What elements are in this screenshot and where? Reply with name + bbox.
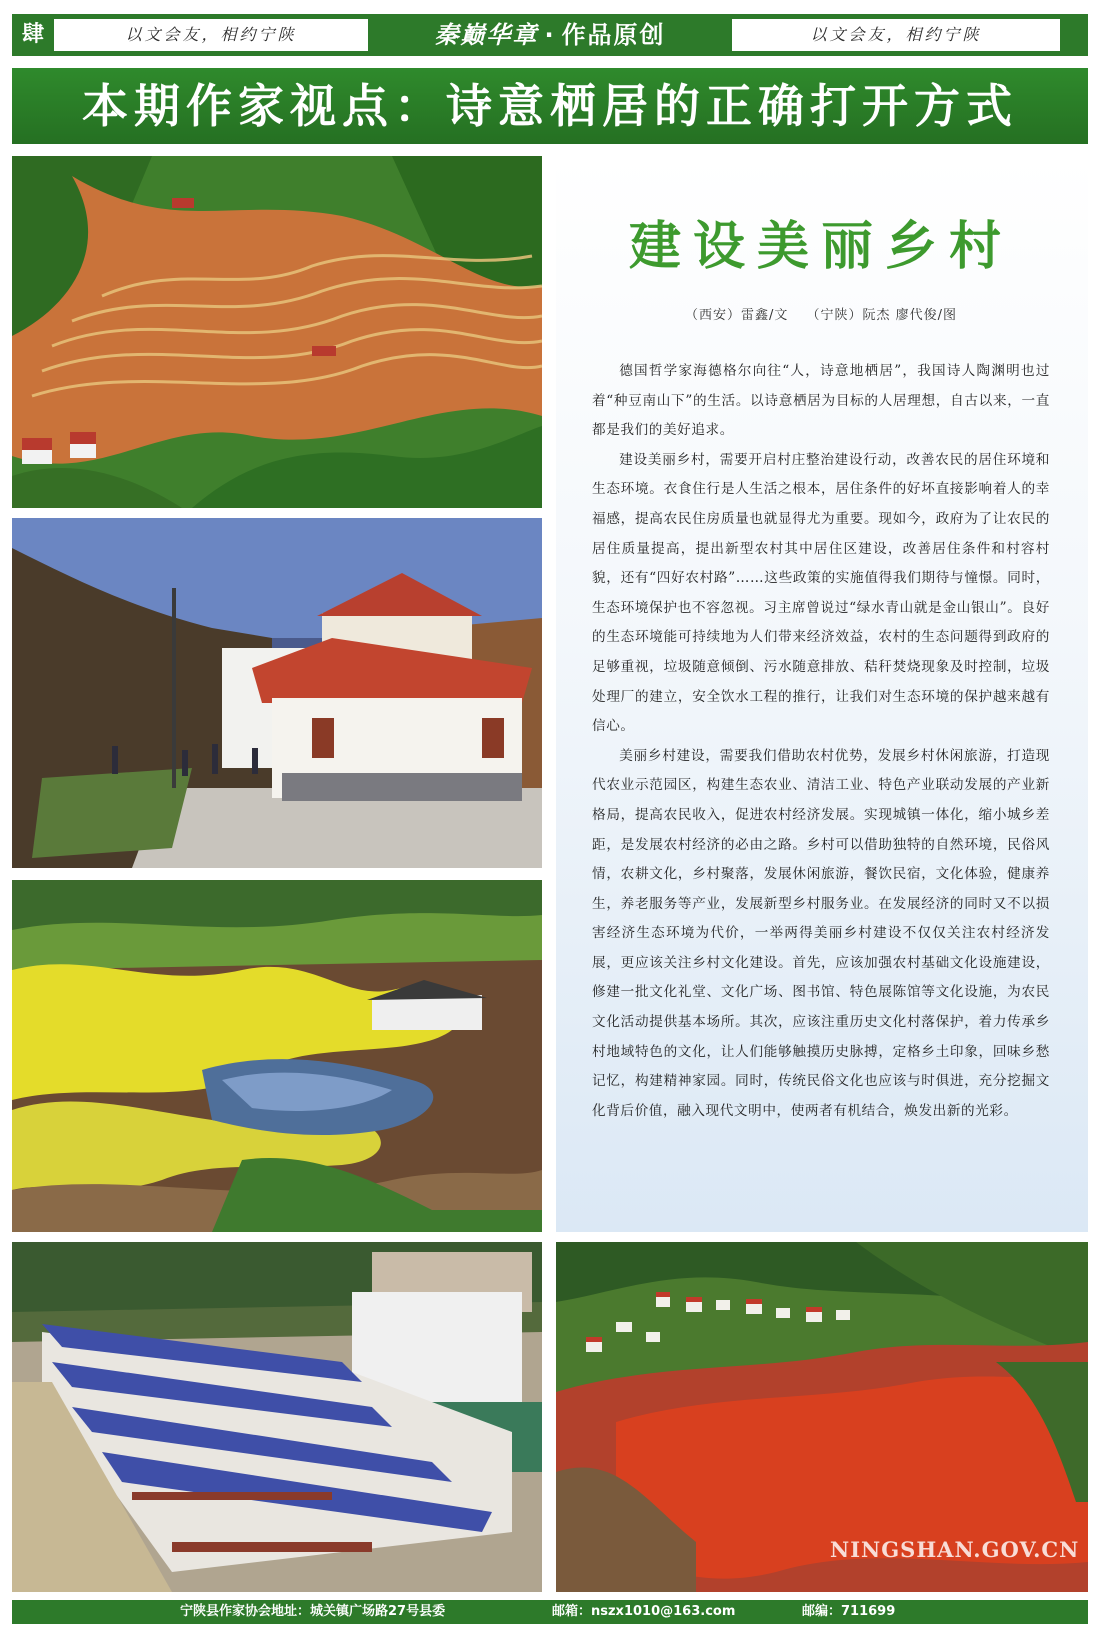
terraced-fields-photo xyxy=(12,156,542,508)
housing-complex-photo xyxy=(12,1242,542,1592)
page-headline: 本期作家视点：诗意栖居的正确打开方式 xyxy=(12,68,1088,144)
footer-zipcode: 邮编：711699 xyxy=(802,1604,896,1619)
farmhouse-photo xyxy=(12,518,542,868)
rapeseed-fields-photo xyxy=(12,880,542,1232)
article-title: 建设美丽乡村 xyxy=(628,217,1013,277)
article-paragraph: 德国哲学家海德格尔向往“人，诗意地栖居”，我国诗人陶渊明也过着“种豆南山下”的生活。以诗意栖居为目标的人居理想，自古以来，一直都是我们的美好追求。 xyxy=(592,363,1050,439)
footer-address: 宁陕县作家协会地址：城关镇广场路27号县委 xyxy=(180,1604,446,1619)
page-number: 肆 xyxy=(21,22,44,47)
byline-photographer: （宁陕）阮杰 廖代俊/图 xyxy=(806,308,957,323)
article-panel xyxy=(556,156,1088,1232)
site-watermark: NINGSHAN.GOV.CN xyxy=(830,1537,1080,1562)
motto-left: 以文会友，相约宁陕 xyxy=(54,19,368,51)
article-paragraph: 建设美丽乡村，需要开启村庄整治建设行动，改善农民的居住环境和生态环境。衣食住行是人生活之根本，居住条件的好坏直接影响着人的幸福感，提高农民住房质量也就显得尤为重要。现如今，政府为了让农民的居住质量提高，提出新型农村其中居住区建设，改善居住条件和村容村貌，还有“四好农村路”……这些政策的实施值得我们期待与憧憬。同时，生态环境保护也不容忽视。习主席曾说过“绿水青山就是金山银山”。良好的生态环境能可持续地为人们带来经济效益，农村的生态问题得到政府的足够重视，垃圾随意倾倒、污水随意排放、秸秆焚烧现象及时控制，垃圾处理厂的建立，安全饮水工程的推行，让我们对生态环境的保护越来越有信心。 xyxy=(592,451,1050,735)
masthead-original: 作品原创 xyxy=(561,21,666,49)
byline-author: （西安）雷鑫/文 xyxy=(685,308,789,323)
masthead-separator: · xyxy=(544,21,556,49)
footer-bar xyxy=(12,1600,1088,1624)
article-byline xyxy=(592,304,1050,323)
footer-email: 邮箱：nszx1010@163.com xyxy=(552,1604,736,1619)
masthead-brand: 秦巅华章 xyxy=(434,20,539,49)
motto-right: 以文会友，相约宁陕 xyxy=(732,19,1060,51)
article-body xyxy=(592,357,1050,1126)
masthead xyxy=(384,14,716,56)
top-banner xyxy=(12,14,1088,56)
article-paragraph: 美丽乡村建设，需要我们借助农村优势，发展乡村休闲旅游，打造现代农业示范园区，构建生态农业、清洁工业、特色产业联动发展的产业新格局，提高农民收入，促进农村经济发展。实现城镇一体化，缩小城乡差距，是发展农村经济的必由之路。乡村可以借助独特的自然环境，民俗风情，农耕文化，乡村聚落，发展休闲旅游，餐饮民宿，文化体验，健康养生，养老服务等产业，发展新型乡村服务业。在发展经济的同时又不以损害经济生态环境为代价，一举两得美丽乡村建设不仅仅关注农村经济发展，更应该关注乡村文化建设。首先，应该加强农村基础文化设施建设，修建一批文化礼堂、文化广场、图书馆、特色展陈馆等文化设施，为农民文化活动提供基本场所。其次，应该注重历史文化村落保护，着力传承乡村地域特色的文化，让人们能够触摸历史脉搏，定格乡土印象，回味乡愁记忆，构建精神家园。同时，传统民俗文化也应该与时俱进，充分挖掘文化背后价值，融入现代文明中，使两者有机结合，焕发出新的光彩。 xyxy=(592,747,1050,1119)
